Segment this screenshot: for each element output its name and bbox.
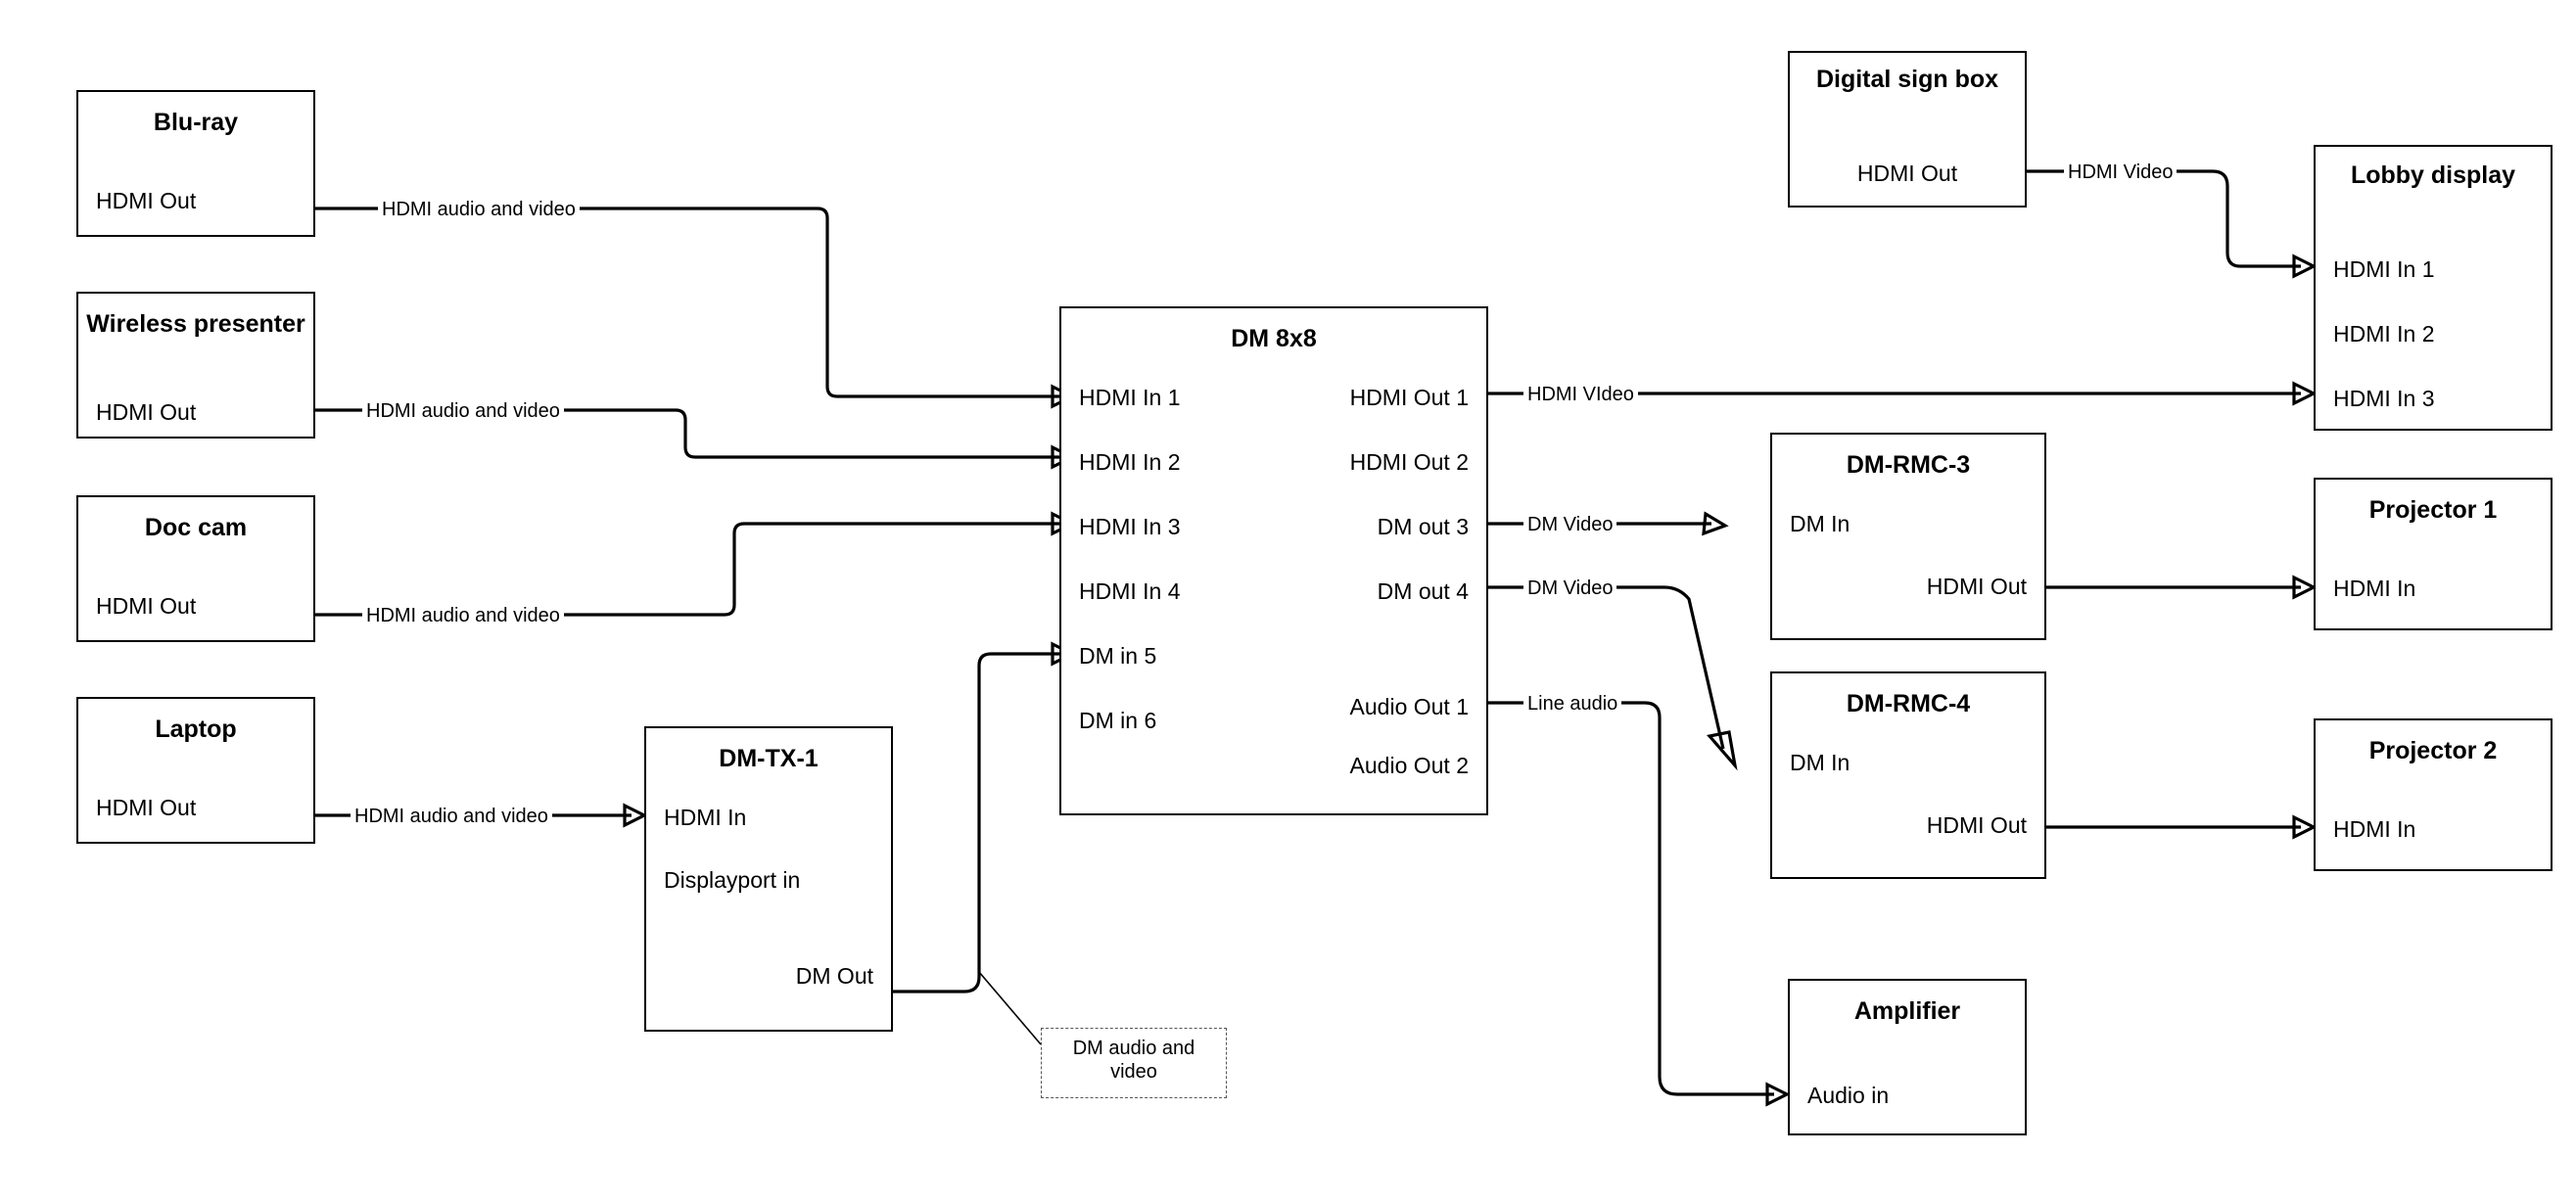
node-amplifier[interactable] <box>1788 979 2027 1135</box>
wire-doccam-dm <box>315 524 1059 615</box>
edge-label-dmout4-rmc4: DM Video <box>1523 577 1616 600</box>
node-dm-8x8-title: DM 8x8 <box>1231 325 1317 352</box>
edge-label-wireless-dm: HDMI audio and video <box>362 399 564 423</box>
node-dm-tx-1-title: DM-TX-1 <box>719 745 819 772</box>
node-laptop-title: Laptop <box>155 716 237 743</box>
node-dm-rmc-4-port-dm-in[interactable]: DM In <box>1790 750 1850 775</box>
node-dm-rmc-3-title: DM-RMC-3 <box>1846 451 1971 479</box>
node-doc-cam[interactable] <box>76 495 315 642</box>
edge-label-signbox-lobby: HDMI Video <box>2064 161 2177 184</box>
node-dm-tx-1-port-displayport-in[interactable]: Displayport in <box>664 867 801 893</box>
node-lobby-display-port-hdmi-in-2[interactable]: HDMI In 2 <box>2333 321 2435 346</box>
node-dm-8x8-port-hdmi-out-2[interactable]: HDMI Out 2 <box>1349 449 1469 475</box>
node-projector-1-title: Projector 1 <box>2368 496 2498 524</box>
wire-bluray-dm <box>315 208 1059 396</box>
node-dm-rmc-3-port-dm-in[interactable]: DM In <box>1790 511 1850 536</box>
node-projector-2-port-hdmi-in[interactable]: HDMI In <box>2333 816 2416 842</box>
node-dm-tx-1[interactable] <box>644 726 893 1032</box>
node-dm-8x8-port-audio-out-1[interactable]: Audio Out 1 <box>1349 694 1469 719</box>
node-dm-8x8-port-dm-out-3[interactable]: DM out 3 <box>1377 514 1469 539</box>
node-dm-8x8-port-dm-in-6[interactable]: DM in 6 <box>1079 708 1157 733</box>
node-dm-8x8-port-dm-in-5[interactable]: DM in 5 <box>1079 643 1157 669</box>
node-dm-8x8-port-hdmi-in-1[interactable]: HDMI In 1 <box>1079 385 1181 410</box>
node-lobby-display[interactable] <box>2314 145 2553 431</box>
node-dm-rmc-4[interactable] <box>1770 671 2046 879</box>
edge-label-dmout3-rmc3: DM Video <box>1523 513 1616 536</box>
node-dm-rmc-4-title: DM-RMC-4 <box>1846 690 1971 717</box>
node-dm-tx-1-port-hdmi-in[interactable]: HDMI In <box>664 805 747 830</box>
node-amplifier-title: Amplifier <box>1853 997 1961 1025</box>
node-digital-sign-box[interactable] <box>1788 51 2027 208</box>
node-wireless-presenter[interactable] <box>76 292 315 439</box>
note-dm-audio-and-video: DM audio and video <box>1041 1028 1227 1098</box>
node-dm-8x8-port-dm-out-4[interactable]: DM out 4 <box>1377 578 1469 604</box>
edge-label-laptop-tx: HDMI audio and video <box>351 805 552 828</box>
edge-label-bluray-dm: HDMI audio and video <box>378 198 580 221</box>
node-projector-1[interactable] <box>2314 478 2553 630</box>
node-dm-rmc-3-port-hdmi-out[interactable]: HDMI Out <box>1926 574 2027 599</box>
node-digital-sign-box-title: Digital sign box <box>1815 66 1999 93</box>
node-lobby-display-title: Lobby display <box>2350 162 2516 189</box>
edge-label-doccam-dm: HDMI audio and video <box>362 604 564 627</box>
node-digital-sign-box-port-hdmi-out[interactable]: HDMI Out <box>1856 161 1958 186</box>
node-laptop[interactable] <box>76 697 315 844</box>
node-dm-tx-1-port-dm-out[interactable]: DM Out <box>795 963 873 989</box>
node-laptop-port-hdmi-out[interactable]: HDMI Out <box>96 795 197 820</box>
node-doc-cam-port-hdmi-out[interactable]: HDMI Out <box>96 593 197 619</box>
node-projector-2-title: Projector 2 <box>2368 737 2498 764</box>
edge-label-dmaudio-amp: Line audio <box>1523 692 1621 716</box>
node-dm-8x8-port-audio-out-2[interactable]: Audio Out 2 <box>1349 753 1469 778</box>
node-dm-8x8-port-hdmi-in-2[interactable]: HDMI In 2 <box>1079 449 1181 475</box>
node-bluray[interactable] <box>76 90 315 237</box>
edge-label-dmout1-lobby: HDMI VIdeo <box>1523 383 1638 406</box>
arrow-dmout4-rmc4 <box>1710 732 1735 765</box>
wire-signbox-lobby <box>2027 171 2301 266</box>
wire-tx-dm <box>893 654 1059 992</box>
leader-dm-av-note <box>979 972 1041 1044</box>
node-projector-1-port-hdmi-in[interactable]: HDMI In <box>2333 576 2416 601</box>
node-dm-rmc-4-port-hdmi-out[interactable]: HDMI Out <box>1926 812 2027 838</box>
node-lobby-display-port-hdmi-in-3[interactable]: HDMI In 3 <box>2333 386 2435 411</box>
node-bluray-title: Blu-ray <box>153 109 239 136</box>
wire-dmout4-rmc4 <box>1488 587 1723 749</box>
node-dm-8x8-port-hdmi-out-1[interactable]: HDMI Out 1 <box>1349 385 1469 410</box>
node-doc-cam-title: Doc cam <box>144 514 248 541</box>
node-lobby-display-port-hdmi-in-1[interactable]: HDMI In 1 <box>2333 256 2435 282</box>
node-wireless-presenter-port-hdmi-out[interactable]: HDMI Out <box>96 399 197 425</box>
node-dm-rmc-3[interactable] <box>1770 433 2046 640</box>
node-projector-2[interactable] <box>2314 718 2553 871</box>
node-amplifier-port-audio-in[interactable]: Audio in <box>1807 1083 1890 1108</box>
node-dm-8x8[interactable] <box>1059 306 1488 815</box>
node-dm-8x8-port-hdmi-in-3[interactable]: HDMI In 3 <box>1079 514 1181 539</box>
node-wireless-presenter-title: Wireless presenter <box>86 310 305 338</box>
node-bluray-port-hdmi-out[interactable]: HDMI Out <box>96 188 197 213</box>
node-dm-8x8-port-hdmi-in-4[interactable]: HDMI In 4 <box>1079 578 1181 604</box>
